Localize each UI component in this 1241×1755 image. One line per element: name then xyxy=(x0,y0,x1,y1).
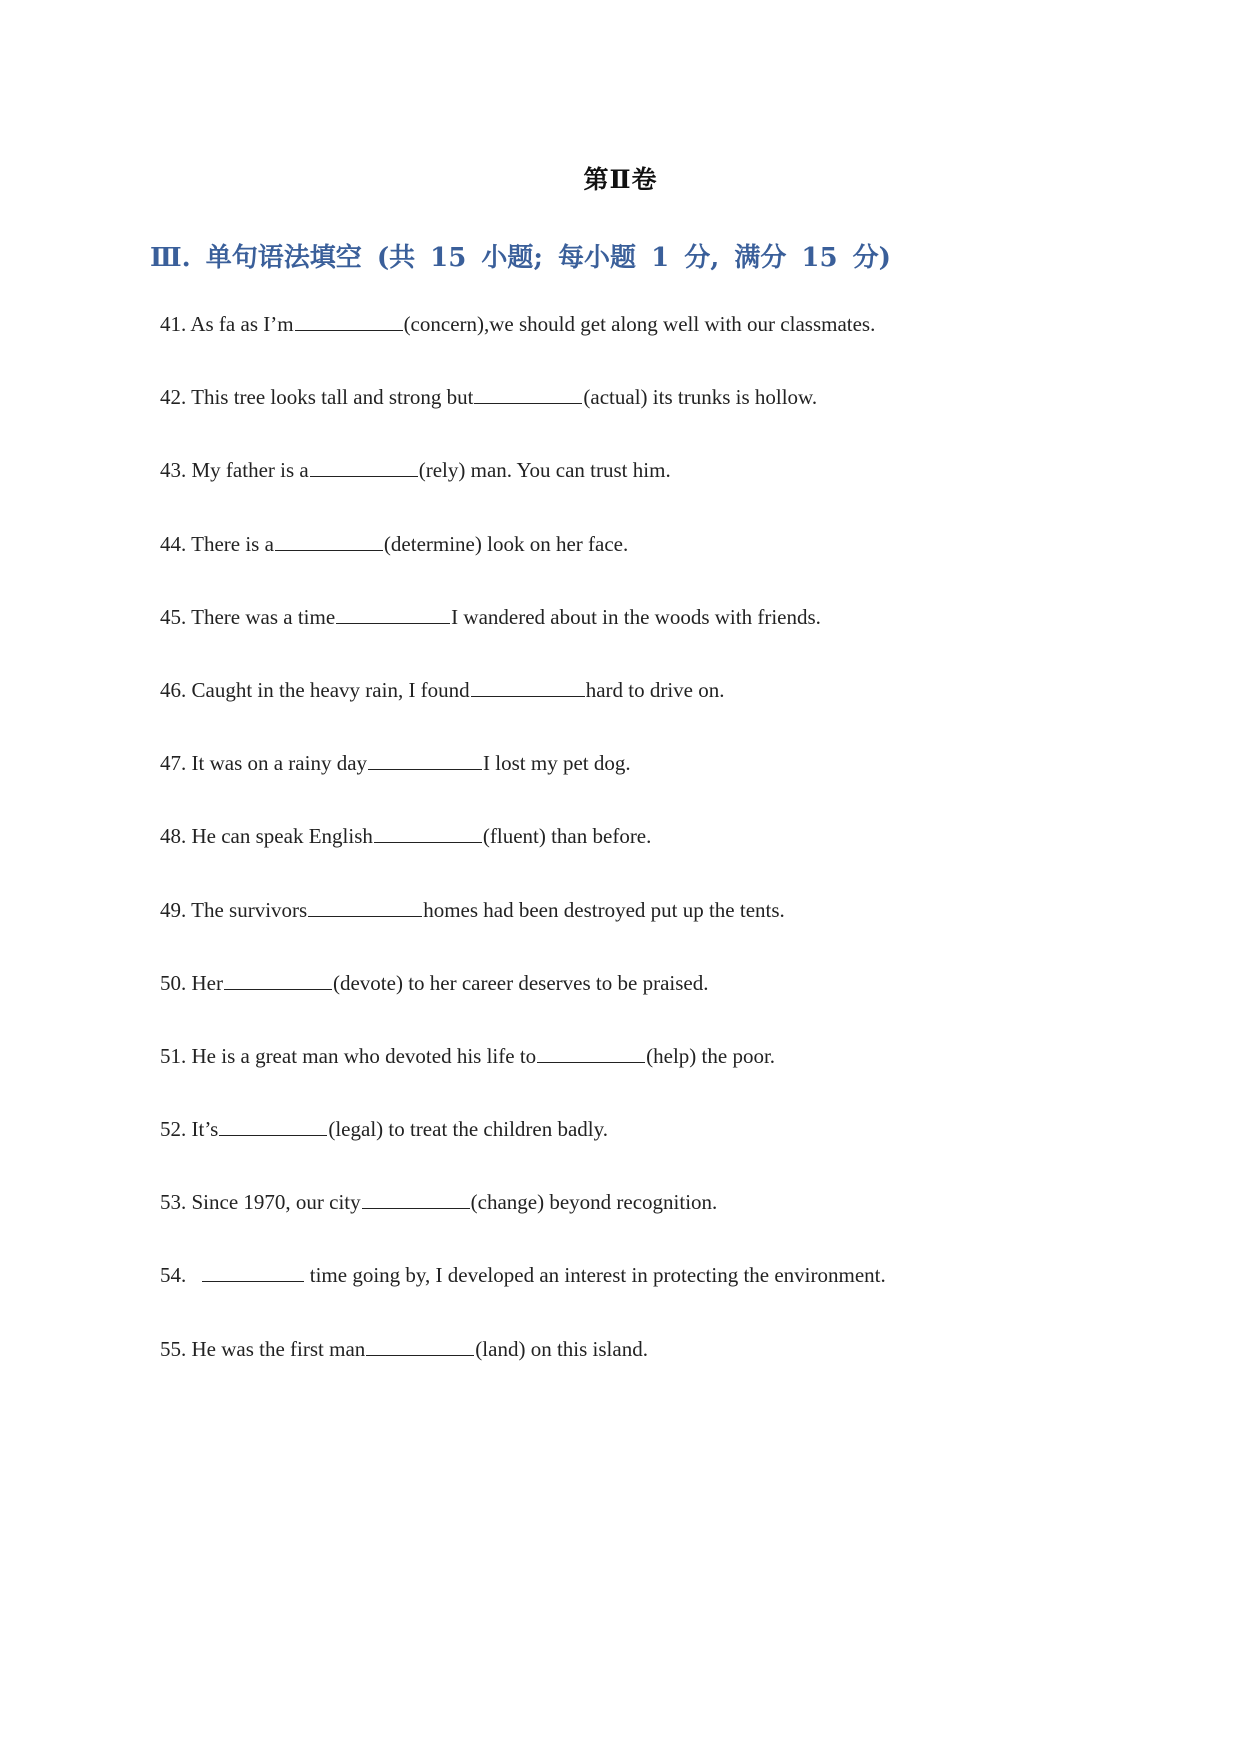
question-item xyxy=(160,749,1160,822)
question-text-after: (concern),we should get along well with our classmates. xyxy=(403,312,876,336)
answer-blank[interactable] xyxy=(275,530,383,551)
question-text-after: (legal) to treat the children badly. xyxy=(328,1117,609,1142)
question-number: 42. xyxy=(160,385,187,410)
question-item xyxy=(160,896,1160,969)
answer-blank[interactable] xyxy=(308,896,422,917)
question-text-after: (change) beyond recognition. xyxy=(470,1190,718,1215)
question-text-before: It was on a rainy day xyxy=(191,751,368,776)
question-text-after: (determine) look on her face. xyxy=(383,531,629,556)
question-number: 54. xyxy=(160,1263,187,1288)
answer-blank[interactable] xyxy=(368,749,482,770)
question-number: 45. xyxy=(160,604,187,629)
question-number: 46. xyxy=(160,677,187,702)
answer-blank[interactable] xyxy=(537,1042,645,1063)
question-text-before: Since 1970, our city xyxy=(191,1190,361,1215)
question-text-after: I wandered about in the woods with friends. xyxy=(451,604,821,629)
question-item xyxy=(160,1335,1160,1408)
answer-blank[interactable] xyxy=(336,603,450,624)
question-item xyxy=(160,1042,1160,1115)
question-number: 52. xyxy=(160,1117,187,1142)
question-text-before: He can speak English xyxy=(191,824,373,849)
question-item xyxy=(160,456,1160,529)
question-text-before: Her xyxy=(191,970,223,995)
question-text-before: As fa as I’m xyxy=(190,312,294,336)
question-number: 47. xyxy=(160,751,187,776)
answer-blank[interactable] xyxy=(310,456,418,477)
question-item xyxy=(160,1261,1160,1334)
question-item xyxy=(160,1188,1160,1261)
question-item xyxy=(160,676,1160,749)
question-text-after: time going by, I developed an interest in protecting the environment. xyxy=(304,1263,886,1288)
answer-blank[interactable] xyxy=(219,1115,327,1136)
question-text-before: Caught in the heavy rain, I found xyxy=(191,677,470,702)
question-text-after: homes had been destroyed put up the tents. xyxy=(423,897,785,922)
question-item xyxy=(160,603,1160,676)
question-text-before: There was a time xyxy=(191,604,336,629)
question-text-before: My father is a xyxy=(191,458,309,483)
question-number: 49. xyxy=(160,897,187,922)
question-number: 51. xyxy=(160,1043,187,1068)
question-number: 53. xyxy=(160,1190,187,1215)
answer-blank[interactable] xyxy=(362,1188,470,1209)
answer-blank[interactable] xyxy=(202,1261,304,1282)
question-text-before: This tree looks tall and strong but xyxy=(191,385,474,410)
question-text-after: (devote) to her career deserves to be praised. xyxy=(332,970,709,995)
answer-blank[interactable] xyxy=(295,310,403,331)
question-text-before: The survivors xyxy=(191,897,308,922)
answer-blank[interactable] xyxy=(471,676,585,697)
question-text-after: (rely) man. You can trust him. xyxy=(418,458,671,483)
question-text-after: hard to drive on. xyxy=(585,677,725,702)
question-number: 41. xyxy=(160,312,187,336)
question-text-before: He is a great man who devoted his life to xyxy=(191,1043,537,1068)
answer-blank[interactable] xyxy=(224,969,332,990)
question-number: 55. xyxy=(160,1336,187,1361)
question-item xyxy=(160,822,1160,895)
question-item xyxy=(160,969,1160,1042)
question-list xyxy=(160,310,1160,1408)
question-item xyxy=(160,383,1160,456)
question-number: 48. xyxy=(160,824,187,849)
answer-blank[interactable] xyxy=(474,383,582,404)
question-text-before: It’s xyxy=(191,1117,219,1142)
question-number: 50. xyxy=(160,970,187,995)
question-text-after: (help) the poor. xyxy=(646,1043,776,1068)
question-number: 43. xyxy=(160,458,187,483)
question-text-after: (fluent) than before. xyxy=(482,824,652,849)
question-text-after: I lost my pet dog. xyxy=(483,751,631,776)
section-heading: Ⅲ. 单句语法填空 (共 15 小题; 每小题 1 分, 满分 15 分) xyxy=(150,243,891,273)
question-text-after: (land) on this island. xyxy=(475,1336,648,1361)
question-number: 44. xyxy=(160,531,187,556)
question-text-before: There is a xyxy=(191,531,274,556)
question-item xyxy=(160,1115,1160,1188)
answer-blank[interactable] xyxy=(374,822,482,843)
part-title: 第Ⅱ卷 xyxy=(583,165,658,194)
question-item xyxy=(160,310,1160,383)
question-item xyxy=(160,530,1160,603)
question-text-before: He was the first man xyxy=(191,1336,366,1361)
answer-blank[interactable] xyxy=(366,1335,474,1356)
question-text-after: (actual) its trunks is hollow. xyxy=(583,385,818,410)
